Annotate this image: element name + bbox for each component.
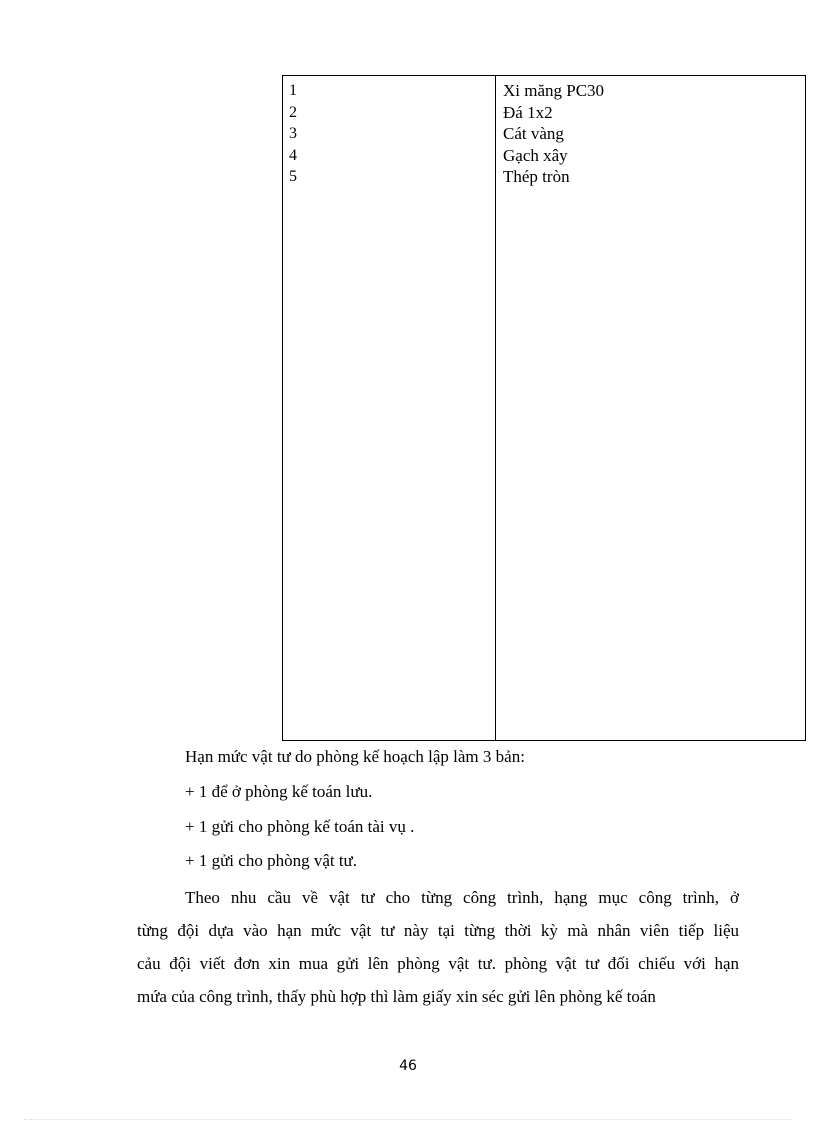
table-column-number [283,76,496,740]
body-line: mứa của công trình, thấy phù hợp thì làm giấy xin séc gửi lên phòng kế toán [137,987,656,1006]
copy-item: + 1 gửi cho phòng vật tư. [185,851,358,870]
table-cell-material: Đá 1x2 [503,102,553,122]
materials-table [282,75,806,741]
table-cell-number: 5 [289,168,297,185]
body-paragraph [137,881,739,1013]
table-cell-number: 4 [289,146,297,164]
table-cell-number: 3 [289,125,297,142]
body-line: từng đội dựa vào hạn mức vật tư này tại từng thời kỳ mà nhân viên tiếp liệu [137,921,739,940]
body-line: Theo nhu cầu về vật tư cho từng công trình, hạng mục công trình, ở [185,888,739,907]
copy-item: + 1 để ở phòng kế toán lưu. [185,782,373,801]
page-number: 46 [399,1058,417,1074]
intro-paragraph: Hạn mức vật tư do phòng kế hoạch lập làm 3 bản: [185,747,525,766]
copy-item: + 1 gửi cho phòng kế toán tài vụ . [185,817,415,836]
body-line: cảu đội viết đơn xin mua gửi lên phòng vật tư. phòng vật tư đối chiếu với hạn [137,954,739,973]
table-cell-material: Cát vàng [503,124,564,143]
table-column-material [496,76,805,740]
table-cell-number: 2 [289,103,297,121]
table-cell-material: Thép tròn [503,167,570,186]
table-cell-number: 1 [289,82,297,99]
page-bottom-divider [24,1119,792,1120]
table-cell-material: Gạch xây [503,145,568,165]
table-cell-material: Xi măng PC30 [503,81,605,100]
